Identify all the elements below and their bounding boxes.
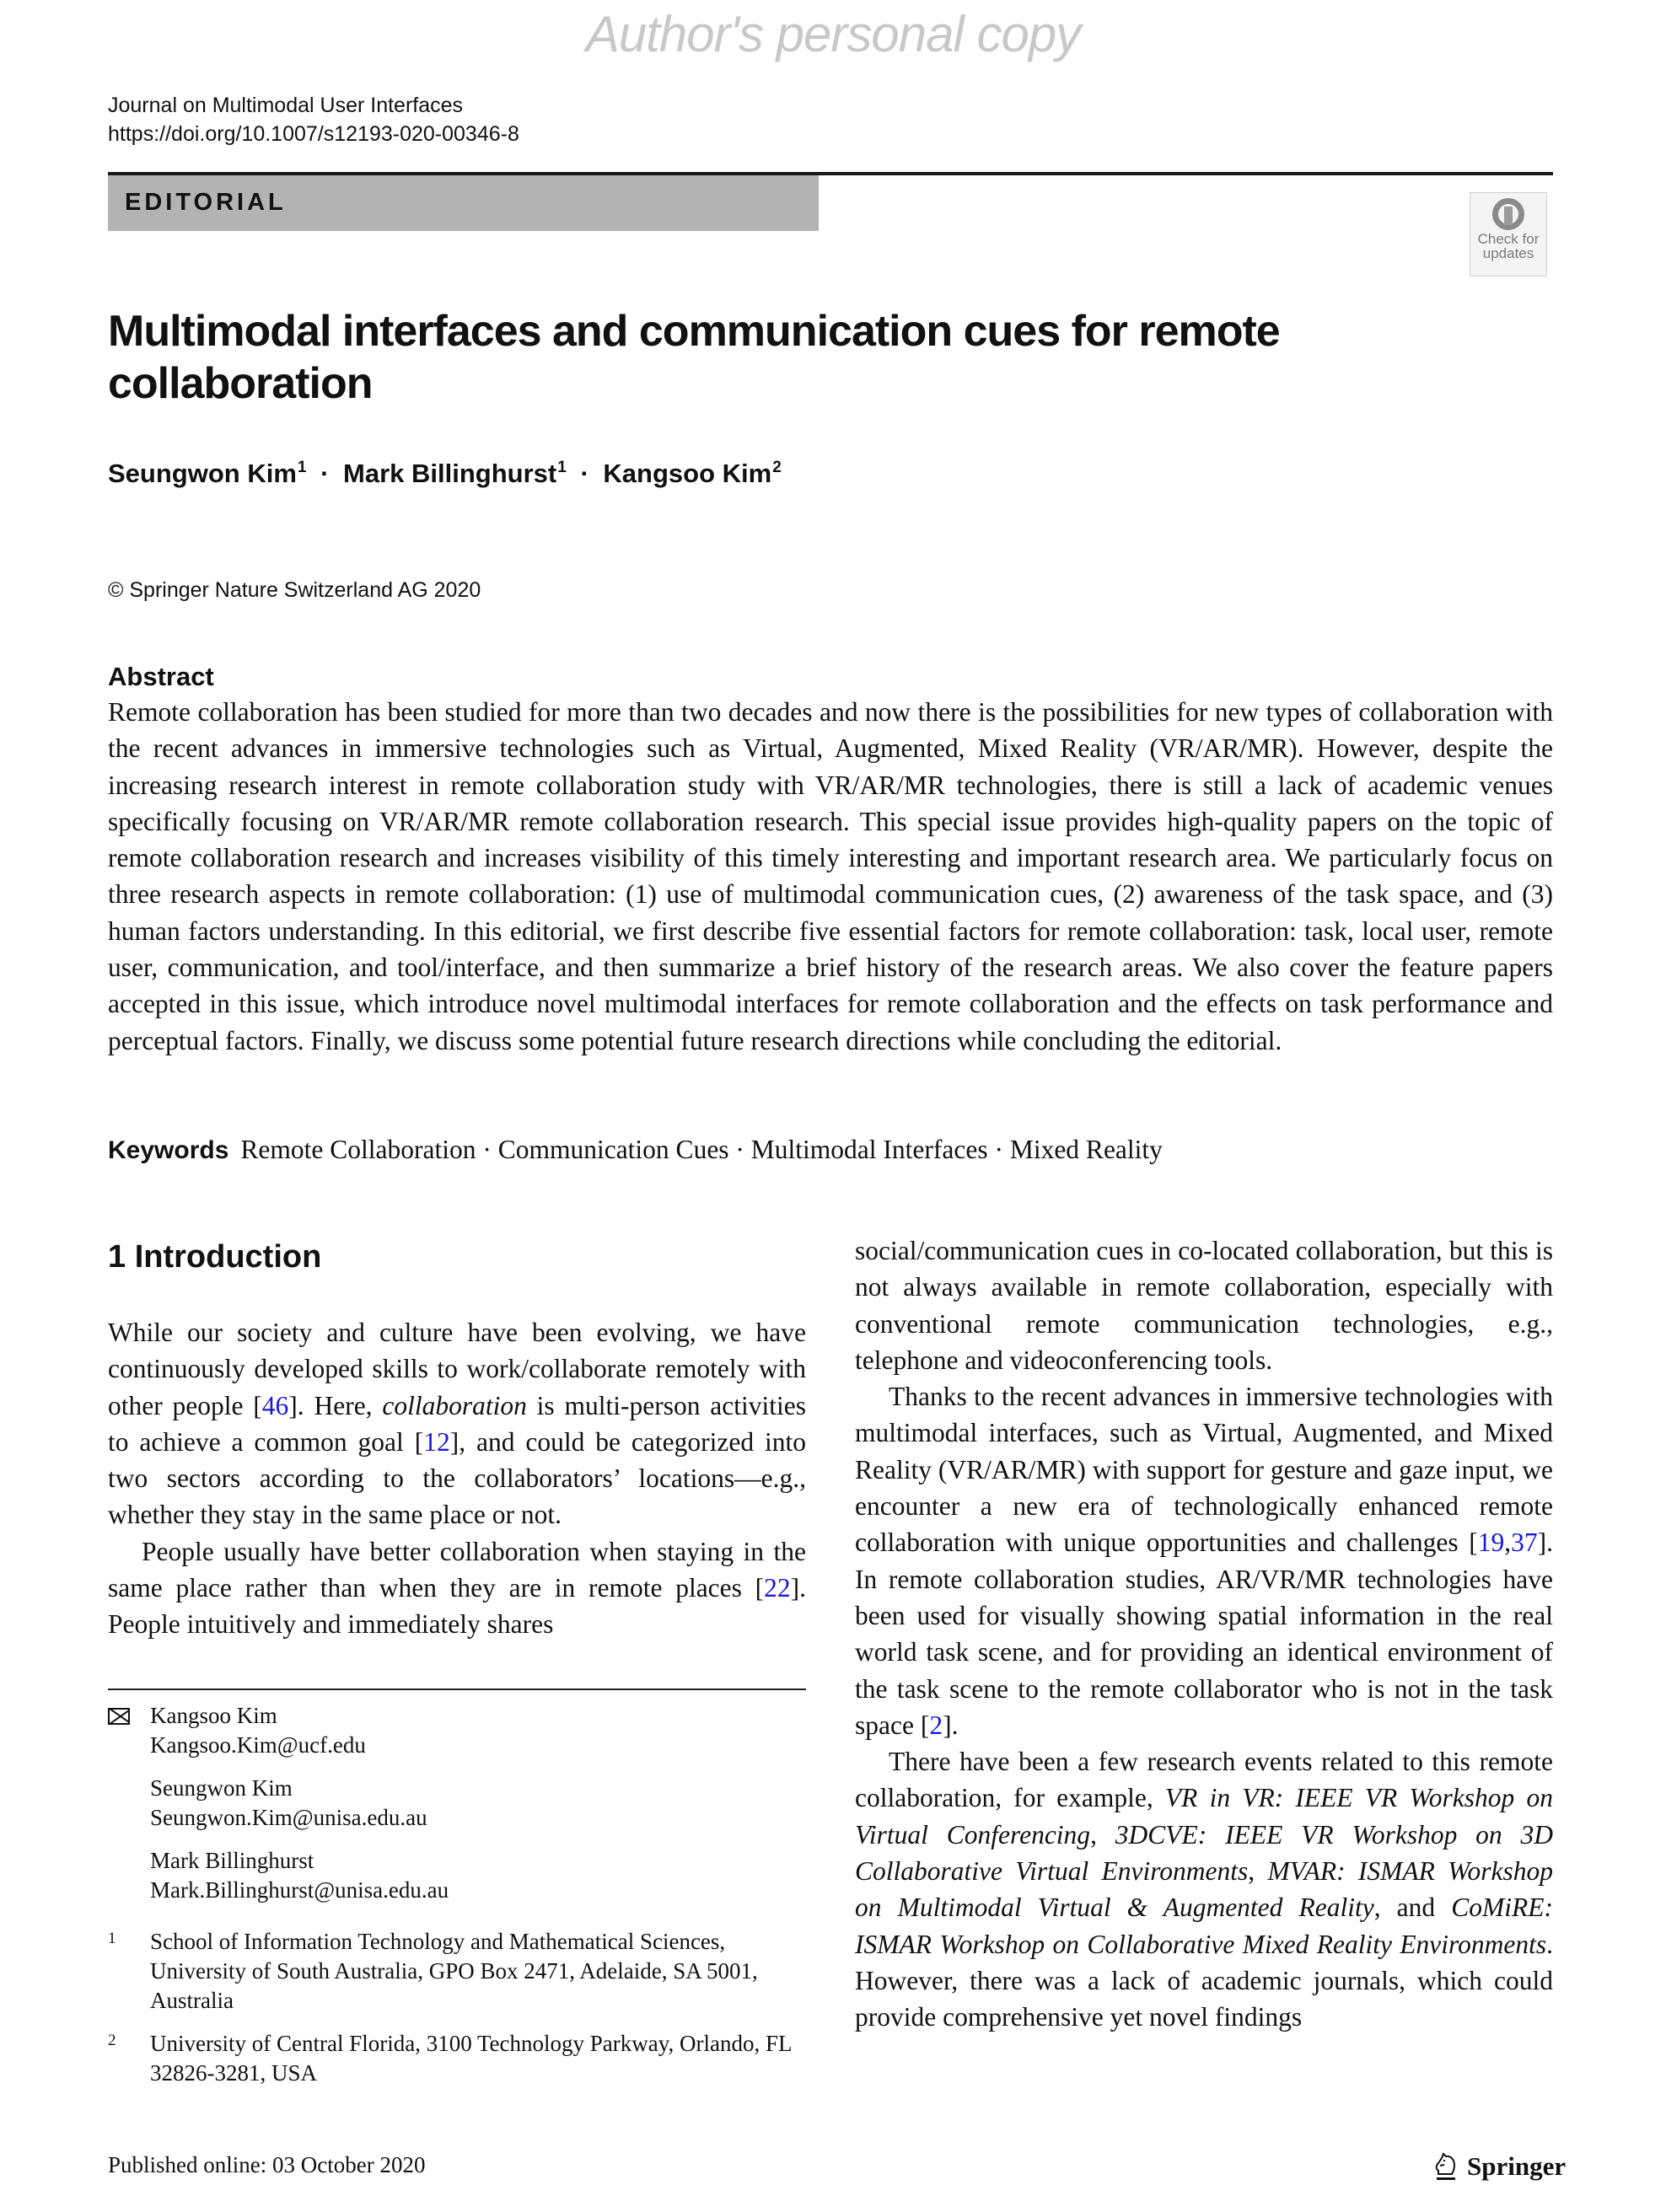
paragraph: People usually have better collaboration when staying in the same place rather than when they are in remote places [22]. People intuitively and immediately shares <box>108 1536 806 1640</box>
author-affil-mark: 1 <box>297 459 307 476</box>
paper-title <box>108 305 1373 410</box>
citation-link[interactable]: 19 <box>1477 1527 1505 1558</box>
crossmark-line2: updates <box>1482 245 1534 261</box>
title-line-2: collaboration <box>108 359 373 408</box>
paragraph: Thanks to the recent advances in immersive technologies with multimodal interfaces, such as Virtual, Augmented, and Mixed Reality (VR/AR/MR) with support for gesture and gaze input, we encounter a new era of technologically enhanced remote collaboration with unique opportunities and challenges [19,37]. In remote collaboration studies, AR/VR/MR technologies have been used for visually showing spatial information in the real world task scene, and for providing an identical environment of the task scene to the remote collaborator who is not in the task space [2]. <box>855 1382 1553 1740</box>
intro-right-column <box>855 1232 1553 2036</box>
emphasis: MVAR: ISMAR Workshop on Multimodal Virtual & Augmented Reality <box>855 1856 1553 1923</box>
contact-email[interactable]: Seungwon.Kim@unisa.edu.au <box>150 1805 427 1830</box>
article-type-bar <box>108 175 819 231</box>
footnotes <box>108 1701 806 2088</box>
affiliation-entry <box>108 1927 806 2016</box>
title-line-1: Multimodal interfaces and communication cues for remote <box>108 307 1280 356</box>
envelope-icon <box>108 1708 130 1725</box>
check-for-updates-badge[interactable] <box>1470 192 1547 276</box>
affiliation-mark: 1 <box>108 1930 116 1947</box>
copyright-notice: © Springer Nature Switzerland AG 2020 <box>108 578 481 602</box>
citation-link[interactable]: 37 <box>1511 1527 1538 1558</box>
footnote-rule <box>108 1689 806 1690</box>
citation-link[interactable]: 12 <box>423 1426 450 1457</box>
keywords-list: Remote Collaboration · Communication Cues · Multimodal Interfaces · Mixed Reality <box>240 1135 1163 1164</box>
published-date: Published online: 03 October 2020 <box>108 2152 426 2177</box>
keywords-line <box>108 1135 1163 1165</box>
contact-email[interactable]: Kangsoo.Kim@ucf.edu <box>150 1732 366 1758</box>
emphasis: CoMiRE: ISMAR Workshop on Collaborative Mixed Reality Environments <box>855 1893 1553 1959</box>
emphasis: VR in VR: IEEE VR Workshop on Virtual Conferencing <box>855 1783 1553 1850</box>
affiliation-text: University of Central Florida, 3100 Technology Parkway, Orlando, FL 32826-3281, USA <box>150 2031 792 2086</box>
paragraph: While our society and culture have been evolving, we have continuously developed skills to work/collaborate remotely with other people [46]. Here, collaboration is multi-person activities to achieve a common goal [12], and could be categorized into two sectors according to the collaborators’ locations—e.g., whether they stay in the same place or not. <box>108 1318 806 1530</box>
author-name[interactable]: Kangsoo Kim <box>603 459 772 488</box>
contact-entry <box>108 1701 806 1760</box>
contact-name: Mark Billinghurst <box>150 1848 314 1873</box>
citation-link[interactable]: 22 <box>764 1573 791 1603</box>
author-affil-mark: 1 <box>557 459 567 476</box>
intro-left-column <box>108 1314 806 1643</box>
crossmark-line1: Check for <box>1477 231 1540 247</box>
contact-entry <box>108 1774 806 1833</box>
keywords-label: Keywords <box>108 1136 229 1164</box>
emphasis: collaboration <box>382 1390 527 1420</box>
author-affil-mark: 2 <box>772 459 782 476</box>
article-type-label: EDITORIAL <box>125 189 287 216</box>
contact-name: Seungwon Kim <box>150 1775 293 1801</box>
author-list <box>108 459 782 489</box>
affiliation-entry <box>108 2029 806 2088</box>
section-heading-introduction: 1 Introduction <box>108 1239 322 1275</box>
author-separator: · <box>320 459 330 488</box>
abstract-heading: Abstract <box>108 662 214 691</box>
affiliation-text: School of Information Technology and Mathematical Sciences, University of South Australia, GPO Box 2471, Adelaide, SA 5001, Australia <box>150 1929 758 2013</box>
contact-name: Kangsoo Kim <box>150 1703 277 1728</box>
paragraph: There have been a few research events related to this remote collaboration, for example, VR in VR: IEEE VR Workshop on Virtual Conferencing, 3DCVE: IEEE VR Workshop on 3D Collaborative Virtual Environments, MVAR: ISMAR Workshop on Multimodal Virtual & Augmented Reality, and CoMiRE: ISMAR Workshop on Collaborative Mixed Reality Environments. However, there was a lack of academic journals, which could provide comprehensive yet novel findings <box>855 1747 1554 2032</box>
watermark: Author's personal copy <box>585 6 1081 62</box>
springer-knight-icon <box>1433 2150 1459 2182</box>
contact-entry <box>108 1846 806 1905</box>
citation-link[interactable]: 46 <box>261 1390 289 1420</box>
contact-email[interactable]: Mark.Billinghurst@unisa.edu.au <box>150 1877 449 1903</box>
citation-link[interactable]: 2 <box>929 1710 943 1740</box>
paragraph: social/communication cues in co-located collaboration, but this is not always available in remote collaboration, especially with conventional remote communication technologies, e.g., telephone and videoconferencing tools. <box>855 1236 1553 1375</box>
crossmark-icon <box>1492 198 1524 230</box>
author-name[interactable]: Mark Billinghurst <box>343 459 557 488</box>
author-name[interactable]: Seungwon Kim <box>108 459 297 488</box>
journal-header <box>108 91 519 148</box>
abstract-text: Remote collaboration has been studied for more than two decades and now there is the possibilities for new types of collaboration with the recent advances in immersive technologies such as Virtual, Augmented, Mixed Reality (VR/AR/MR). However, despite the increasing research interest in remote collaboration study with VR/AR/MR technologies, there is still a lack of academic venues specifically focusing on VR/AR/MR remote collaboration research. This special issue provides high-quality papers on the topic of remote collaboration research and increases visibility of this timely interesting and important research area. We particularly focus on three research aspects in remote collaboration: (1) use of multimodal communication cues, (2) awareness of the task space, and (3) human factors understanding. In this editorial, we first describe five essential factors for remote collaboration: task, local user, remote user, communication, and tool/interface, and then summarize a brief history of the research areas. We also cover the feature papers accepted in this issue, which introduce novel multimodal interfaces for remote collaboration and the effects on task performance and perceptual factors. Finally, we discuss some potential future research directions while concluding the editorial. <box>108 697 1553 1055</box>
publisher-logo <box>1433 2148 1566 2185</box>
publisher-name: Springer <box>1467 2151 1567 2181</box>
journal-name: Journal on Multimodal User Interfaces <box>108 94 464 117</box>
affiliation-mark: 2 <box>108 2032 116 2049</box>
emphasis: 3DCVE: IEEE VR Workshop on 3D Collaborative Virtual Environments <box>855 1819 1554 1887</box>
doi-link[interactable]: https://doi.org/10.1007/s12193-020-00346-8 <box>108 122 519 146</box>
author-separator: · <box>580 459 589 488</box>
